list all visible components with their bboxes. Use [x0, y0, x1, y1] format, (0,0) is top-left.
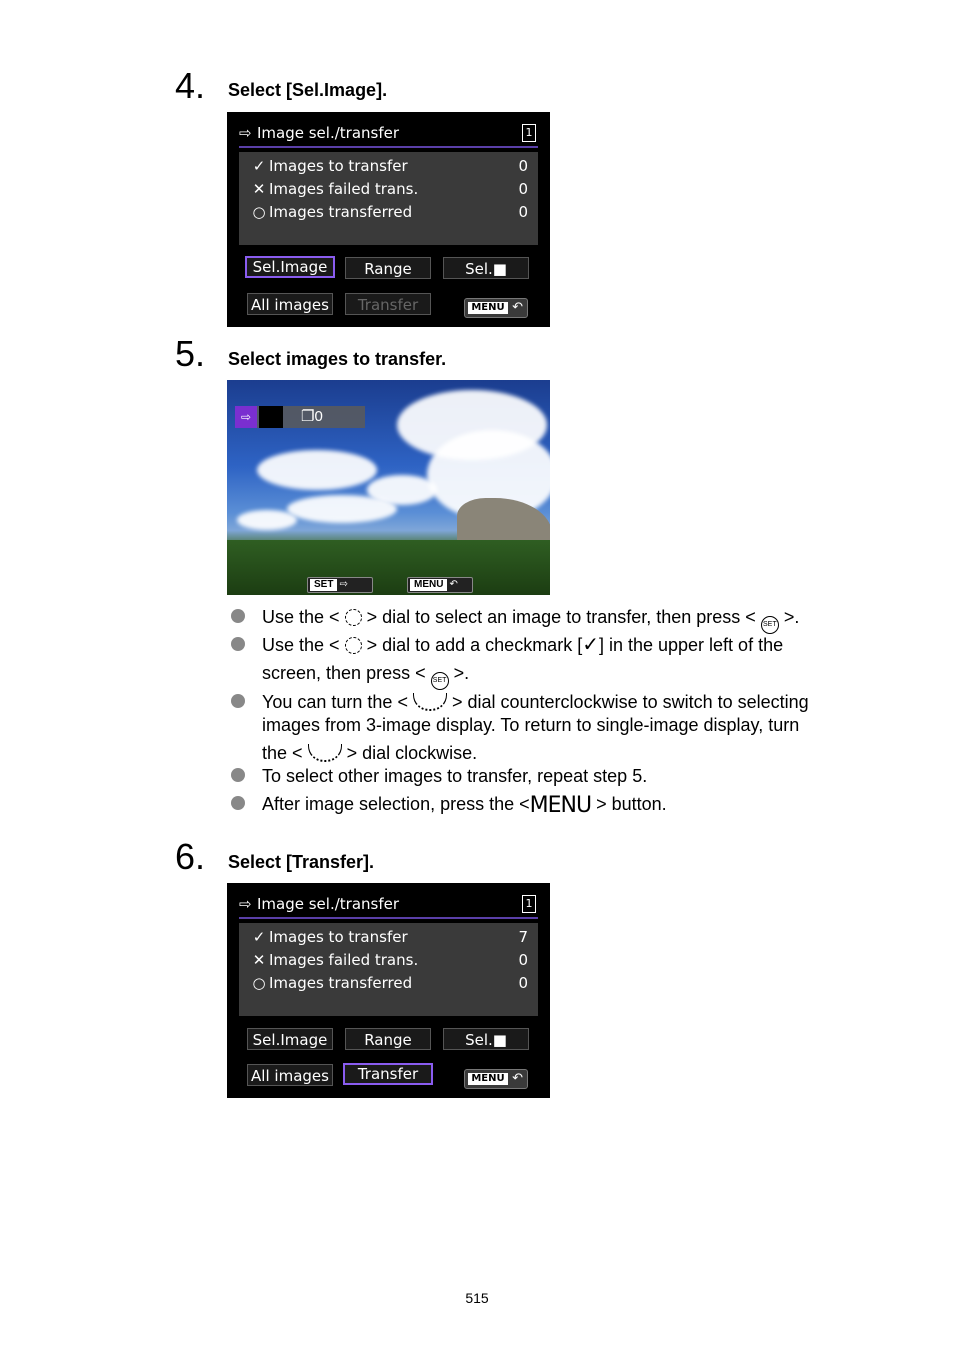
- transfer-status-panel: [239, 923, 538, 1016]
- all-images-button[interactable]: All images: [247, 293, 333, 315]
- menu-back-button[interactable]: [464, 298, 528, 318]
- step-title-4: Select [Sel.Image].: [228, 80, 388, 100]
- row-label: Images to transfer: [269, 157, 408, 175]
- check-icon: ✓: [252, 928, 266, 946]
- bullet-dot: [231, 694, 245, 708]
- menu-label: MENU: [468, 1073, 508, 1085]
- transfer-icon: ⇨: [235, 406, 257, 428]
- menu-back-button[interactable]: [464, 1069, 528, 1089]
- row-value: 0: [518, 203, 528, 221]
- row-value: 0: [518, 951, 528, 969]
- sel-folder-button[interactable]: Sel.■: [443, 1028, 529, 1050]
- bullet-text-3: You can turn the < > dial counterclockwise to switch to selecting: [262, 692, 809, 712]
- menu-label: MENU: [468, 302, 508, 314]
- sel-folder-button[interactable]: Sel.■: [443, 257, 529, 279]
- row-value: 7: [518, 928, 528, 946]
- quick-control-dial-icon: [345, 637, 362, 654]
- back-arrow-icon: ↶: [449, 579, 458, 590]
- screen-header: [239, 891, 538, 919]
- range-button[interactable]: Range: [345, 1028, 431, 1050]
- row-label: Images transferred: [269, 203, 413, 221]
- circle-icon: ○: [252, 203, 266, 221]
- bullet-text-2-line2: screen, then press < SET >.: [262, 663, 469, 690]
- range-button[interactable]: Range: [345, 257, 431, 279]
- bullet-dot: [231, 637, 245, 651]
- screen-title: Image sel./transfer: [257, 895, 400, 913]
- row-label: Images to transfer: [269, 928, 408, 946]
- set-button-icon: SET: [431, 672, 449, 690]
- menu-label: MENU: [410, 579, 447, 591]
- cross-icon: ✕: [252, 951, 266, 969]
- transfer-icon: ⇨: [339, 579, 348, 590]
- sel-image-button[interactable]: Sel.Image: [245, 256, 335, 278]
- card-1-icon: 1: [522, 124, 536, 142]
- sel-image-button[interactable]: Sel.Image: [247, 1028, 333, 1050]
- menu-back-hint: [407, 577, 473, 593]
- selected-count: [301, 406, 323, 428]
- row-images-transferred: [249, 972, 528, 994]
- cross-icon: ✕: [252, 180, 266, 198]
- camera-screen-image-selection: [227, 380, 550, 595]
- transfer-icon: ⇨: [239, 124, 252, 142]
- row-label: Images failed trans.: [269, 951, 419, 969]
- transfer-icon: ⇨: [239, 895, 252, 913]
- back-arrow-icon: ↶: [512, 1071, 523, 1086]
- row-label: Images failed trans.: [269, 180, 419, 198]
- screen-header: [239, 120, 538, 148]
- row-images-failed: [249, 949, 528, 971]
- step-title-6: Select [Transfer].: [228, 852, 375, 872]
- bullet-dot: [231, 768, 245, 782]
- all-images-button[interactable]: All images: [247, 1064, 333, 1086]
- back-arrow-icon: ↶: [512, 300, 523, 315]
- circle-icon: ○: [252, 974, 266, 992]
- count-value: 0: [314, 408, 323, 425]
- bullet-text-3-line3: the < > dial clockwise.: [262, 743, 478, 763]
- check-icon: ✓: [252, 157, 266, 175]
- step-number-4: 4.: [175, 65, 206, 106]
- row-value: 0: [518, 180, 528, 198]
- menu-button-icon: MENU: [529, 793, 592, 818]
- image-stack-icon: ❐: [301, 408, 315, 425]
- step-title-5: Select images to transfer.: [228, 349, 447, 369]
- transfer-button[interactable]: Transfer: [345, 293, 431, 315]
- set-transfer-hint: [307, 577, 373, 593]
- transfer-button[interactable]: Transfer: [343, 1063, 433, 1085]
- step-number-5: 5.: [175, 333, 206, 374]
- page-number: 515: [465, 1290, 489, 1306]
- row-value: 0: [518, 974, 528, 992]
- checkmark-slot: [259, 406, 283, 428]
- row-label: Images transferred: [269, 974, 413, 992]
- transfer-status-panel: [239, 152, 538, 245]
- row-images-transferred: [249, 201, 528, 223]
- bullet-text-2: Use the < > dial to add a checkmark [✓] in the upper left of the: [262, 634, 784, 656]
- quick-control-dial-icon: [345, 609, 362, 626]
- bullet-dot: [231, 609, 245, 623]
- row-images-to-transfer: [249, 155, 528, 177]
- row-images-to-transfer: [249, 926, 528, 948]
- camera-screen-image-sel-transfer-1: [227, 112, 550, 327]
- bullet-text-1: Use the < > dial to select an image to transfer, then press < SET >.: [262, 607, 799, 634]
- bullet-text-5: After image selection, press the <MENU > button.: [262, 793, 667, 818]
- screen-title: Image sel./transfer: [257, 124, 400, 142]
- main-dial-icon: [308, 744, 342, 762]
- main-dial-icon: [413, 693, 447, 711]
- card-1-icon: 1: [522, 895, 536, 913]
- set-button-icon: SET: [761, 616, 779, 634]
- bullet-text-3-line2: images from 3-image display. To return to single-image display, turn: [262, 715, 800, 735]
- bullet-text-4: To select other images to transfer, repeat step 5.: [262, 766, 648, 786]
- row-value: 0: [518, 157, 528, 175]
- camera-screen-image-sel-transfer-2: [227, 883, 550, 1098]
- step-number-6: 6.: [175, 836, 206, 877]
- bullet-dot: [231, 796, 245, 810]
- row-images-failed: [249, 178, 528, 200]
- checkmark-icon: ✓: [582, 634, 599, 656]
- set-label: SET: [310, 579, 337, 591]
